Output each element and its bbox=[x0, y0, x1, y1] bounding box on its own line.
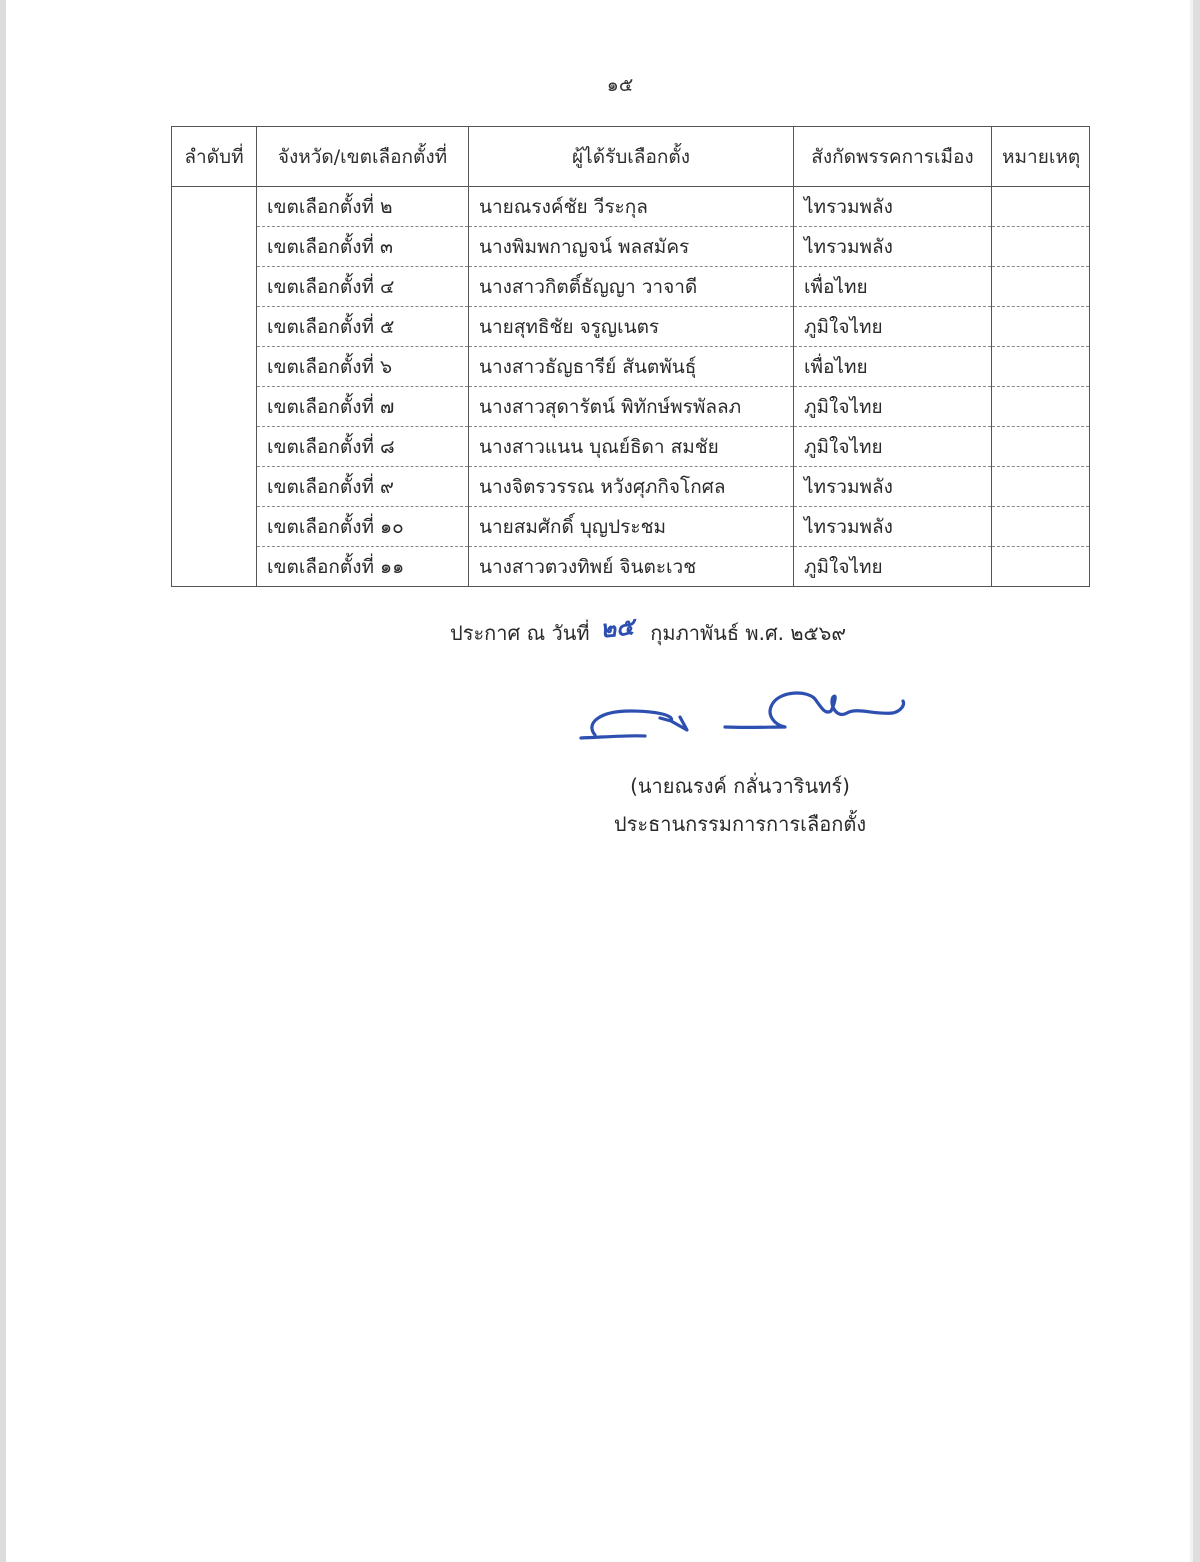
district-cell: เขตเลือกตั้งที่ ๙ bbox=[257, 467, 469, 507]
table-row bbox=[172, 347, 1090, 387]
elected-cell: นางสาวแนน บุณย์ธิดา สมชัย bbox=[469, 427, 794, 467]
table-row bbox=[172, 227, 1090, 267]
elected-cell: นางสาวตวงทิพย์ จินตะเวช bbox=[469, 547, 794, 587]
announcement-prefix: ประกาศ ณ วันที่ bbox=[450, 621, 590, 645]
remark-cell bbox=[992, 187, 1090, 227]
party-cell: เพื่อไทย bbox=[794, 267, 992, 307]
table-row bbox=[172, 267, 1090, 307]
party-cell: ภูมิใจไทย bbox=[794, 427, 992, 467]
district-cell: เขตเลือกตั้งที่ ๔ bbox=[257, 267, 469, 307]
table-header-row bbox=[172, 127, 1090, 187]
elected-cell: นางจิตรวรรณ หวังศุภกิจโกศล bbox=[469, 467, 794, 507]
district-cell: เขตเลือกตั้งที่ ๓ bbox=[257, 227, 469, 267]
elected-cell: นายสุทธิชัย จรูญเนตร bbox=[469, 307, 794, 347]
remark-cell bbox=[992, 427, 1090, 467]
elected-cell: นางสาวสุดารัตน์ พิทักษ์พรพัลลภ bbox=[469, 387, 794, 427]
remark-cell bbox=[992, 307, 1090, 347]
party-cell: ไทรวมพลัง bbox=[794, 507, 992, 547]
header-elected: ผู้ได้รับเลือกตั้ง bbox=[469, 127, 794, 187]
remark-cell bbox=[992, 507, 1090, 547]
header-party: สังกัดพรรคการเมือง bbox=[794, 127, 992, 187]
party-cell: ไทรวมพลัง bbox=[794, 227, 992, 267]
announcement-date-line bbox=[450, 612, 900, 651]
district-cell: เขตเลือกตั้งที่ ๗ bbox=[257, 387, 469, 427]
party-cell: ไทรวมพลัง bbox=[794, 187, 992, 227]
district-cell: เขตเลือกตั้งที่ ๘ bbox=[257, 427, 469, 467]
district-cell: เขตเลือกตั้งที่ ๖ bbox=[257, 347, 469, 387]
table-row bbox=[172, 467, 1090, 507]
table-row bbox=[172, 547, 1090, 587]
seq-cell bbox=[172, 187, 257, 587]
header-district: จังหวัด/เขตเลือกตั้งที่ bbox=[257, 127, 469, 187]
district-cell: เขตเลือกตั้งที่ ๕ bbox=[257, 307, 469, 347]
elected-cell: นางพิมพกาญจน์ พลสมัคร bbox=[469, 227, 794, 267]
elected-cell: นายสมศักดิ์ บุญประชม bbox=[469, 507, 794, 547]
header-seq: ลำดับที่ bbox=[172, 127, 257, 187]
elected-cell: นางสาวธัญธารีย์ สันตพันธุ์ bbox=[469, 347, 794, 387]
district-cell: เขตเลือกตั้งที่ ๑๑ bbox=[257, 547, 469, 587]
elected-cell: นายณรงค์ชัย วีระกุล bbox=[469, 187, 794, 227]
table-row bbox=[172, 387, 1090, 427]
table-row bbox=[172, 307, 1090, 347]
page-right-edge bbox=[1193, 0, 1200, 1562]
remark-cell bbox=[992, 387, 1090, 427]
page-left-edge bbox=[0, 0, 6, 1562]
remark-cell bbox=[992, 267, 1090, 307]
party-cell: ไทรวมพลัง bbox=[794, 467, 992, 507]
remark-cell bbox=[992, 227, 1090, 267]
page-number: ๑๕ bbox=[606, 74, 634, 96]
signer-name: (นายณรงค์ กลั่นวารินทร์) bbox=[630, 774, 850, 798]
signature-icon bbox=[575, 675, 915, 750]
election-results-table bbox=[171, 126, 1090, 587]
table-row bbox=[172, 187, 1090, 227]
signer-title: ประธานกรรมการการเลือกตั้ง bbox=[613, 812, 867, 836]
party-cell: ภูมิใจไทย bbox=[794, 547, 992, 587]
handwritten-signature bbox=[575, 675, 915, 750]
party-cell: ภูมิใจไทย bbox=[794, 307, 992, 347]
remark-cell bbox=[992, 347, 1090, 387]
remark-cell bbox=[992, 467, 1090, 507]
district-cell: เขตเลือกตั้งที่ ๒ bbox=[257, 187, 469, 227]
header-remark: หมายเหตุ bbox=[992, 127, 1090, 187]
announcement-month-year: กุมภาพันธ์ พ.ศ. ๒๕๖๙ bbox=[650, 621, 847, 645]
party-cell: เพื่อไทย bbox=[794, 347, 992, 387]
handwritten-day: ๒๕ bbox=[598, 612, 636, 644]
district-cell: เขตเลือกตั้งที่ ๑๐ bbox=[257, 507, 469, 547]
elected-cell: นางสาวกิตติ์ธัญญา วาจาดี bbox=[469, 267, 794, 307]
party-cell: ภูมิใจไทย bbox=[794, 387, 992, 427]
remark-cell bbox=[992, 547, 1090, 587]
table-row bbox=[172, 427, 1090, 467]
table-row bbox=[172, 507, 1090, 547]
